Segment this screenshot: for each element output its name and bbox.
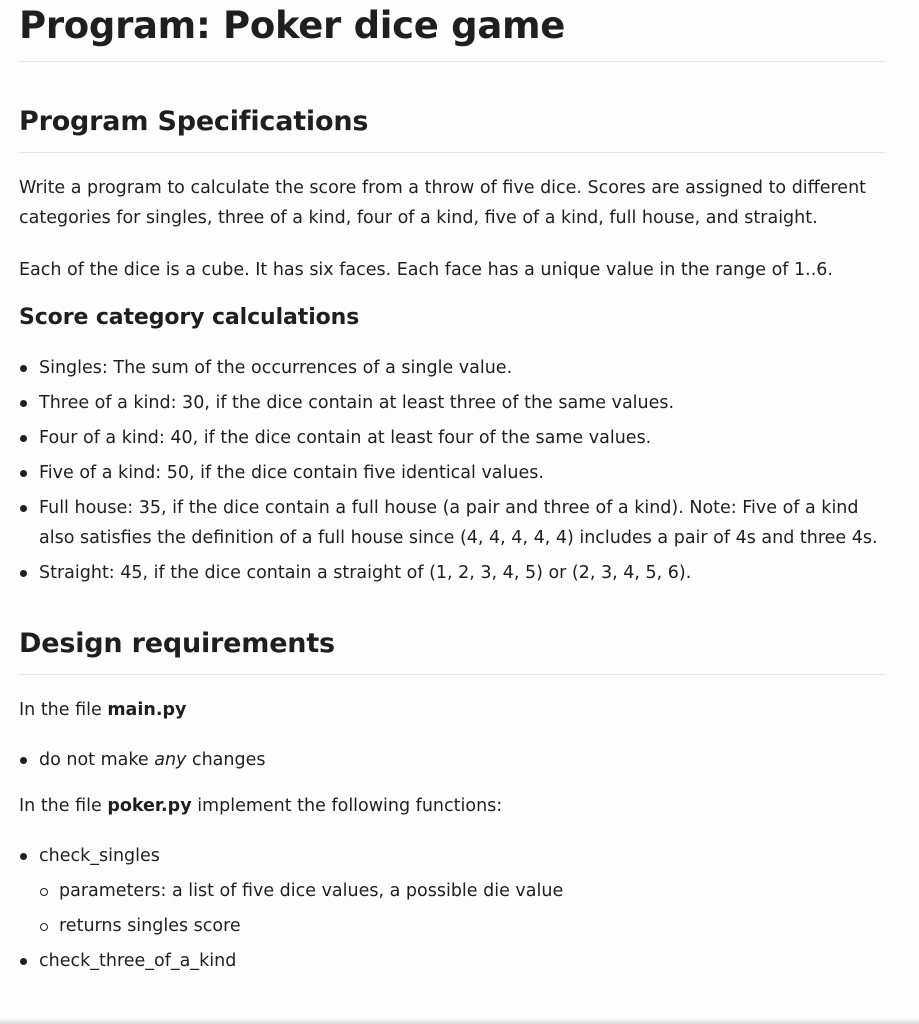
score-item-four-of-a-kind: Four of a kind: 40, if the dice contain at least four of the same values.	[19, 423, 885, 453]
section-heading-specifications: Program Specifications	[19, 104, 885, 153]
poker-file-prefix: In the file	[19, 796, 108, 816]
page-title: Program: Poker dice game	[19, 0, 885, 62]
poker-file-suffix: implement the following functions:	[191, 796, 503, 816]
function-detail: parameters: a list of five dice values, a possible die value	[39, 876, 885, 906]
poker-file-paragraph	[19, 791, 885, 821]
score-item-straight: Straight: 45, if the dice contain a straight of (1, 2, 3, 4, 5) or (2, 3, 4, 5, 6).	[19, 558, 885, 588]
function-item	[19, 946, 885, 976]
document-page	[19, 0, 885, 976]
main-file-paragraph	[19, 695, 885, 725]
function-details	[39, 876, 885, 941]
function-name: check_three_of_a_kind	[39, 951, 237, 971]
subsection-heading-score-categories: Score category calculations	[19, 305, 360, 330]
score-item-full-house: Full house: 35, if the dice contain a full house (a pair and three of a kind). Note: Five of a kind also satisfies the definition of a full house since (4, 4, 4, 4, 4) includes a pair of 4s and three 4s.	[19, 493, 885, 553]
function-detail: returns singles score	[39, 911, 885, 941]
main-item-post: changes	[186, 750, 266, 770]
score-category-list	[19, 353, 885, 588]
main-item-pre: do not make	[39, 750, 155, 770]
main-file-item	[19, 745, 885, 775]
function-list	[19, 841, 885, 976]
scroll-edge-shadow	[0, 1018, 919, 1024]
spec-cube-paragraph: Each of the dice is a cube. It has six faces. Each face has a unique value in the range of 1..6.	[19, 260, 833, 280]
spec-intro-paragraph: Write a program to calculate the score from a throw of five dice. Scores are assigned to different categories for singles, three of a kind, four of a kind, five of a kind, full house, and straight.	[19, 178, 867, 228]
score-item-singles: Singles: The sum of the occurrences of a single value.	[19, 353, 885, 383]
main-file-list	[19, 745, 885, 775]
score-item-five-of-a-kind: Five of a kind: 50, if the dice contain five identical values.	[19, 458, 885, 488]
main-item-emphasis: any	[154, 750, 187, 770]
main-file-name: main.py	[107, 700, 187, 720]
function-item	[19, 841, 885, 941]
poker-file-name: poker.py	[107, 796, 192, 816]
section-heading-design: Design requirements	[19, 626, 885, 675]
function-name: check_singles	[39, 846, 160, 866]
score-item-three-of-a-kind: Three of a kind: 30, if the dice contain at least three of the same values.	[19, 388, 885, 418]
main-file-prefix: In the file	[19, 700, 108, 720]
